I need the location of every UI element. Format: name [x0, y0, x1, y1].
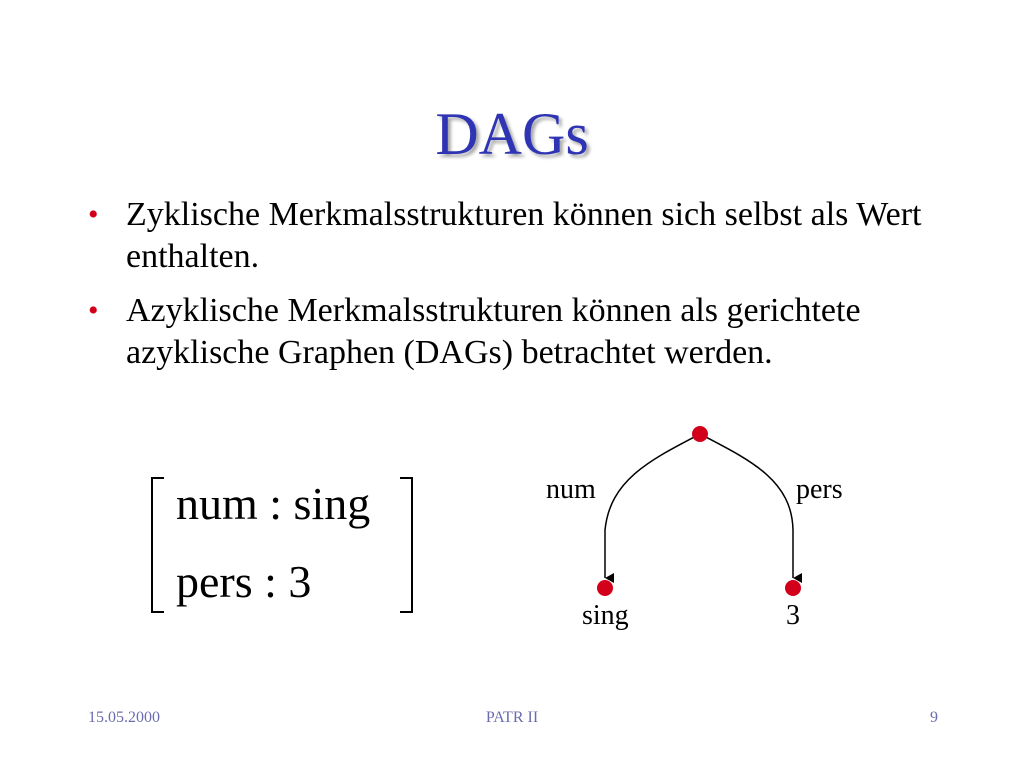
bullet-list — [88, 194, 948, 386]
footer-title: PATR II — [485, 709, 539, 726]
matrix-row: pers : 3 — [176, 556, 312, 607]
leaf-label-sing: sing — [582, 600, 629, 631]
edge-label-num: num — [546, 474, 596, 505]
leaf-node-sing — [597, 580, 613, 596]
bullet-text: Zyklische Merkmalsstrukturen können sich selbst als Wert enthalten. — [126, 196, 922, 275]
dag-edges — [530, 420, 870, 640]
bullet-item — [88, 290, 948, 374]
bullet-icon: • — [88, 198, 99, 231]
leaf-label-3: 3 — [786, 600, 800, 631]
leaf-node-3 — [785, 580, 801, 596]
edge-label-pers: pers — [796, 474, 843, 505]
dag-graph — [530, 420, 870, 640]
left-bracket — [152, 478, 164, 612]
bullet-item — [88, 194, 948, 278]
slide-title: DAGs — [435, 101, 589, 167]
page-number: 9 — [930, 709, 938, 726]
root-node — [692, 426, 708, 442]
edge-pers — [700, 434, 793, 578]
bullet-text: Azyklische Merkmalsstrukturen können als gerichtete azyklische Graphen (DAGs) betrachtet werden. — [126, 292, 861, 371]
bullet-icon: • — [88, 294, 99, 327]
edge-num — [605, 434, 700, 578]
matrix-row: num : sing — [176, 478, 371, 529]
right-bracket — [400, 478, 412, 612]
footer-date: 15.05.2000 — [88, 709, 160, 726]
